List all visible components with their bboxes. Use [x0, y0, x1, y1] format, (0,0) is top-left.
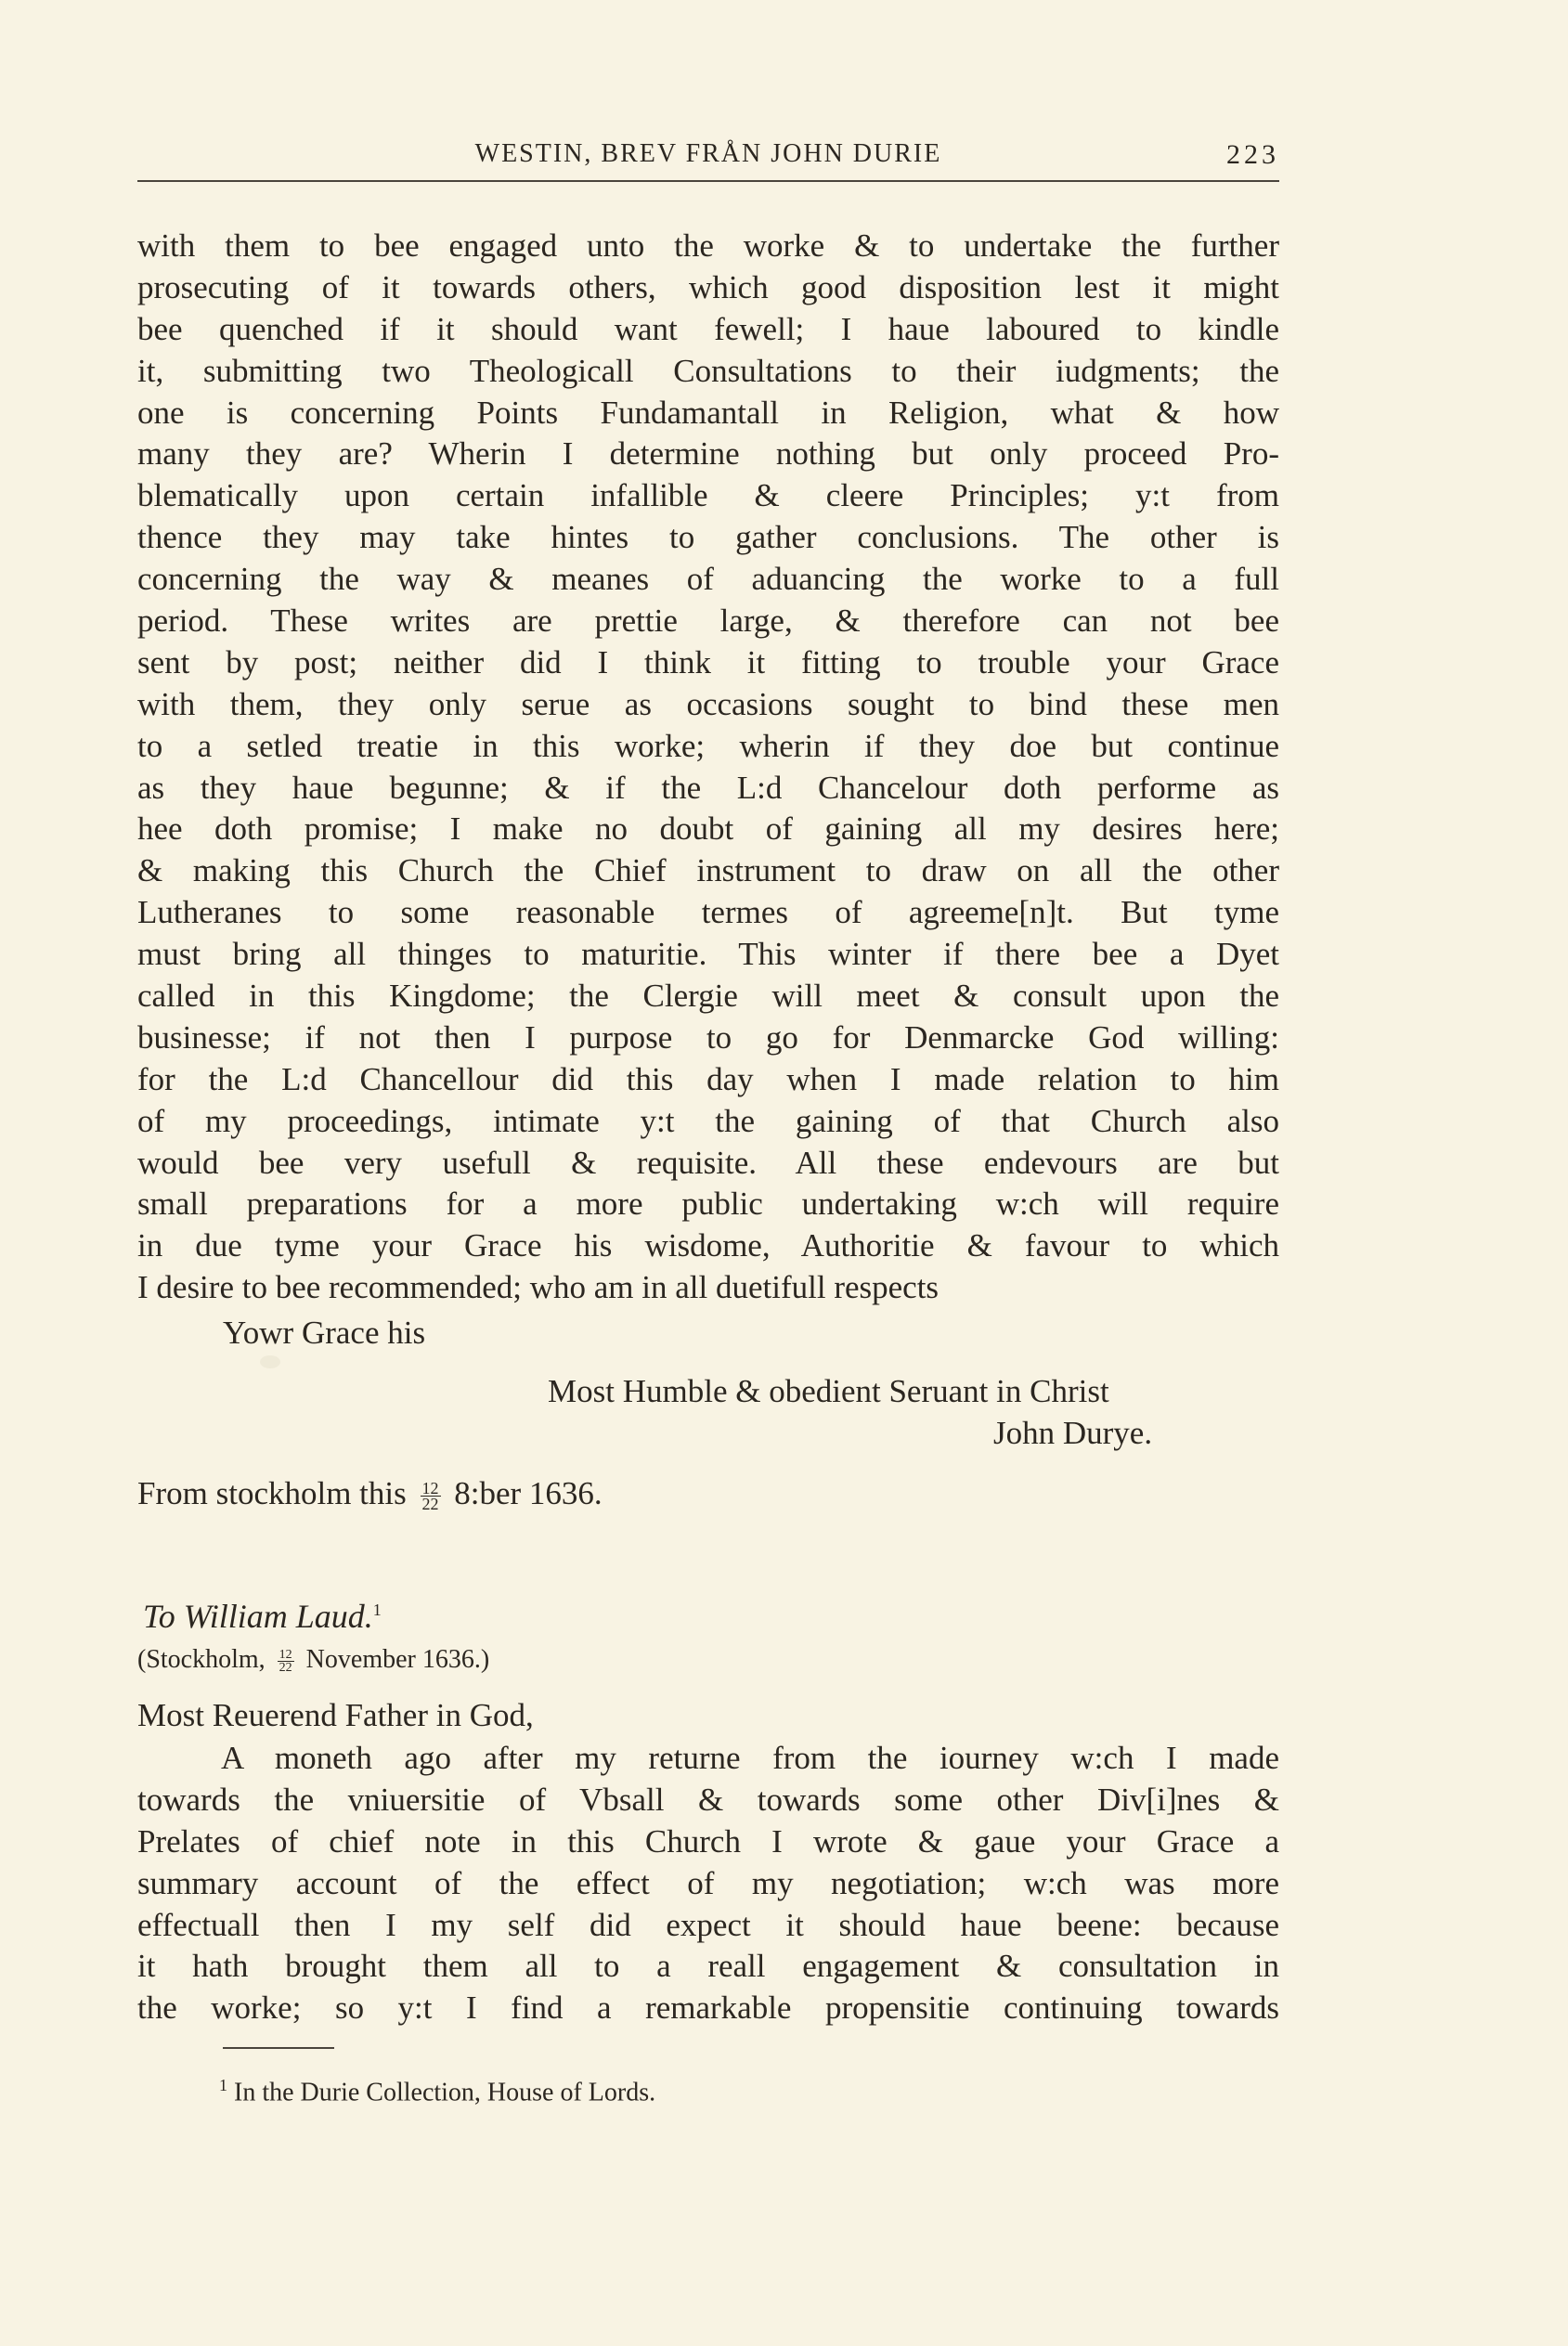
- text-line: small preparations for a more public undertaking w:ch will require: [137, 1186, 1279, 1223]
- text-line: blematically upon certain infallible & cleere Principles; y:t from: [137, 477, 1279, 514]
- text-line: hee doth promise; I make no doubt of gaining all my desires here;: [137, 810, 1279, 848]
- letter-2-heading: [143, 1597, 382, 1636]
- text-line: with them, they only serue as occasions sought to bind these men: [137, 685, 1279, 722]
- text-line: Lutheranes to some reasonable termes of agreeme[n]t. But tyme: [137, 894, 1279, 931]
- text-line: would bee very usefull & requisite. All these endevours are but: [137, 1144, 1279, 1181]
- text-line: bee quenched if it should want fewell; I haue laboured to kindle: [137, 310, 1279, 347]
- footnote-mark: 1: [219, 2076, 227, 2094]
- date-fraction-top: 12: [421, 1479, 439, 1498]
- text-line: many they are? Wherin I determine nothing but only proceed Pro-: [137, 435, 1279, 473]
- letter-1-body: [137, 226, 1279, 1309]
- text-line: the worke; so y:t I find a remarkable propensitie continuing towards: [137, 1990, 1279, 2027]
- place-fraction-top: 12: [279, 1648, 292, 1663]
- text-line: one is concerning Points Fundamantall in Religion, what & how: [137, 394, 1279, 431]
- text-line: with them to bee engaged unto the worke & to undertake the further: [137, 227, 1279, 264]
- place-date-prefix: (Stockholm,: [137, 1645, 266, 1674]
- text-line: for the L:d Chancellour did this day when I made relation to him: [137, 1060, 1279, 1097]
- letter-2-place-date: [137, 1645, 489, 1675]
- paper-stain: [260, 1355, 280, 1368]
- place-date-suffix: November 1636.): [305, 1645, 490, 1674]
- dateline-suffix: 8:ber 1636.: [454, 1475, 603, 1511]
- text-line: concerning the way & meanes of aduancing the worke to a full: [137, 561, 1279, 598]
- signature-name: John Durye.: [993, 1415, 1153, 1451]
- footnote-divider: [223, 2047, 334, 2049]
- text-line: it hath brought them all to a reall engagement & consultation in: [137, 1948, 1279, 1985]
- text-line: it, submitting two Theologicall Consultations to their iudgments; the: [137, 352, 1279, 389]
- page-number: 223: [1226, 139, 1279, 170]
- date-fraction: [421, 1479, 441, 1514]
- text-line: called in this Kingdome; the Clergie will meet & consult upon the: [137, 978, 1279, 1015]
- dateline-prefix: From stockholm this: [137, 1475, 407, 1511]
- text-line: as they haue begunne; & if the L:d Chancelour doth performe as: [137, 769, 1279, 806]
- letter-2-greeting: Most Reuerend Father in God,: [137, 1697, 534, 1733]
- running-title: WESTIN, BREV FRÅN JOHN DURIE: [474, 139, 942, 168]
- text-line: towards the vniuersitie of Vbsall & towards some other Div[i]nes &: [137, 1781, 1279, 1818]
- text-line: I desire to bee recommended; who am in all duetifull respects: [137, 1269, 940, 1306]
- footnote-reference: 1: [372, 1601, 382, 1619]
- letter-2-body: [137, 1738, 1279, 2029]
- place-date-fraction: [278, 1649, 294, 1674]
- text-line: prosecuting of it towards others, which good disposition lest it might: [137, 268, 1279, 305]
- letter-closing: Yowr Grace his: [223, 1315, 426, 1351]
- running-header: [137, 136, 1279, 182]
- footnote: [219, 2076, 655, 2107]
- text-line: effectuall then I my self did expect it should haue beene: because: [137, 1906, 1279, 1943]
- date-fraction-bottom: 22: [421, 1495, 439, 1514]
- text-line: in due tyme your Grace his wisdome, Authoritie & favour to which: [137, 1227, 1279, 1264]
- text-line: period. These writes are prettie large, & therefore can not bee: [137, 603, 1279, 640]
- text-line: sent by post; neither did I think it fitting to trouble your Grace: [137, 643, 1279, 680]
- dateline: [137, 1475, 603, 1512]
- text-line: must bring all thinges to maturitie. This winter if there bee a Dyet: [137, 936, 1279, 973]
- footnote-text: In the Durie Collection, House of Lords.: [234, 2078, 656, 2107]
- text-line: thence they may take hintes to gather conclusions. The other is: [137, 519, 1279, 556]
- text-line: businesse; if not then I purpose to go for Denmarcke God willing:: [137, 1018, 1279, 1056]
- text-line: summary account of the effect of my negotiation; w:ch was more: [137, 1864, 1279, 1901]
- text-line: A moneth ago after my returne from the iourney w:ch I made: [221, 1740, 1279, 1776]
- text-line: Prelates of chief note in this Church I wrote & gaue your Grace a: [137, 1822, 1279, 1860]
- letter-2-heading-text: To William Laud.: [143, 1598, 373, 1635]
- text-line: of my proceedings, intimate y:t the gaining of that Church also: [137, 1102, 1279, 1139]
- text-line: to a setled treatie in this worke; wherin if they doe but continue: [137, 727, 1279, 764]
- signature-line: Most Humble & obedient Seruant in Christ: [548, 1373, 1109, 1409]
- text-line: & making this Church the Chief instrument to draw on all the other: [137, 852, 1279, 889]
- place-fraction-bottom: 22: [279, 1661, 292, 1676]
